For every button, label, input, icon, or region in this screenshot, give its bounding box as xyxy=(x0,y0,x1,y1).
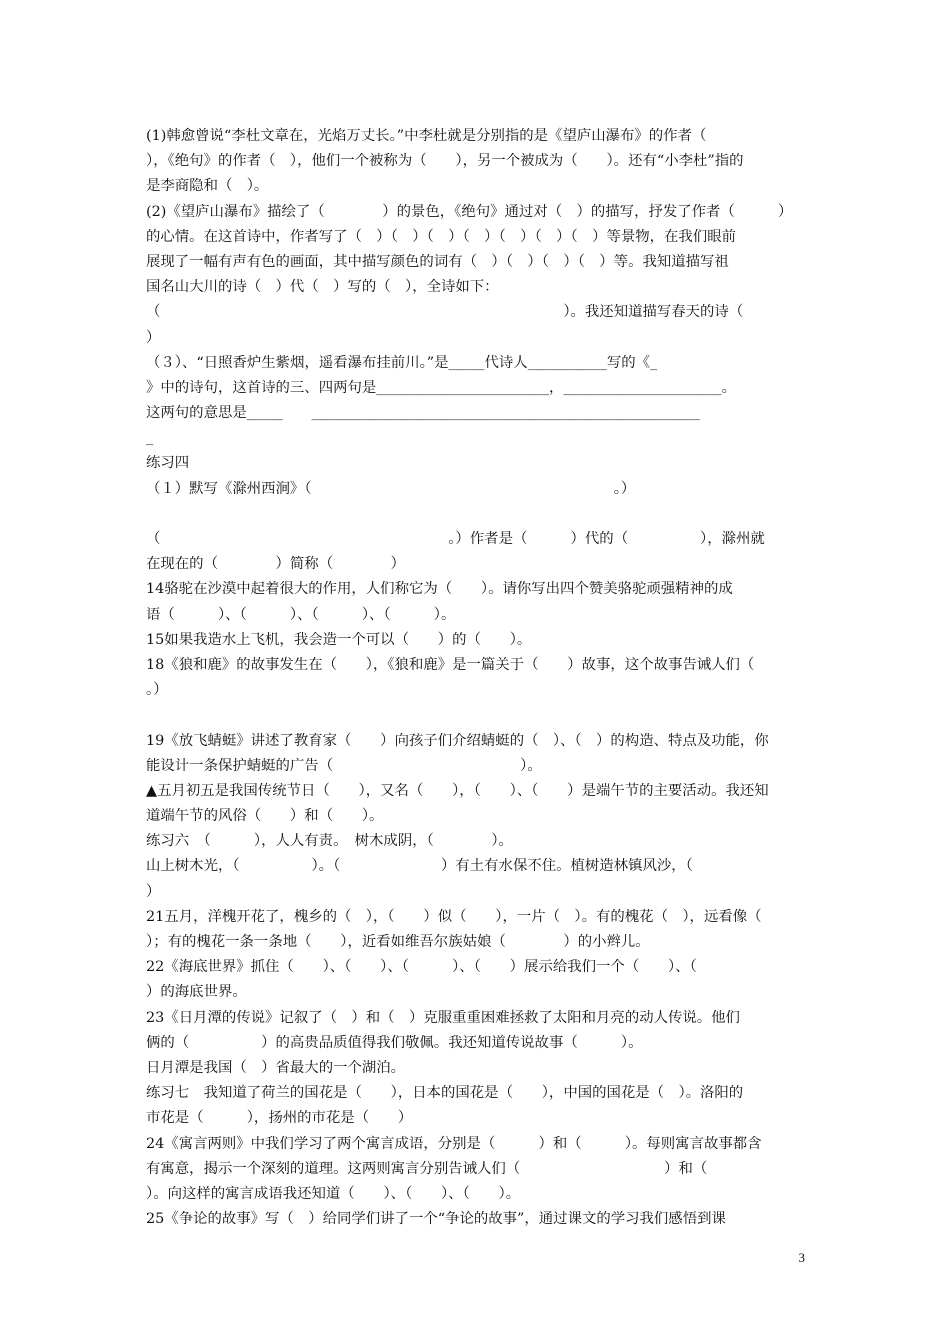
text-line: ）的海底世界。 xyxy=(146,984,247,1001)
document-body xyxy=(146,124,808,1232)
text-line: ） xyxy=(146,883,161,900)
text-line: 道端午节的风俗（ ）和（ ）。 xyxy=(146,808,384,825)
text-line: 的心情。在这首诗中，作者写了（ ）（ ）（ ）（ ）（ ）（ ）（ ）等景物，在我们眼前 xyxy=(146,228,736,245)
text-line: 25《争论的故事》写（ ）给同学们讲了一个“争论的故事”，通过课文的学习我们感悟到课 xyxy=(146,1211,726,1228)
text-line: 练习四 xyxy=(146,455,190,472)
text-line: ） xyxy=(146,329,161,346)
text-line: (2)《望庐山瀑布》描绘了（ ）的景色，《绝句》通过对（ ）的描写，抒发了作者（ ） xyxy=(146,203,793,220)
text-line: （１）默写《滁州西涧》（ 。） xyxy=(146,480,636,497)
text-line: 22《海底世界》抓住（ ）、（ ）、（ ）、（ ）展示给我们一个（ ）、（ xyxy=(146,959,697,976)
text-line: 在现在的（ ）简称（ ） xyxy=(146,556,406,573)
text-line: 练习六 （ ），人人有责。 树木成阴，（ ）。 xyxy=(146,833,513,850)
text-line: 国名山大川的诗（ ）代（ ）写的（ ），全诗如下： xyxy=(146,279,499,296)
text-line: ）。向这样的寓言成语我还知道（ ）、（ ）、（ ）。 xyxy=(146,1185,521,1202)
text-line: 练习七 我知道了荷兰的国花是（ ），日本的国花是（ ），中国的国花是（ ）。洛阳的 xyxy=(146,1085,744,1102)
text-line: （３）、“日照香炉生紫烟，遥看瀑布挂前川。”是_____代诗人___________写的《_ xyxy=(146,354,658,371)
text-line: 19《放飞蜻蜓》讲述了教育家（ ）向孩子们介绍蜻蜓的（ ）、（ ）的构造、特点及功能，你 xyxy=(146,732,769,749)
text-line: 市花是（ ），扬州的市花是（ ） xyxy=(146,1110,413,1127)
text-line: 山上树木光，（ ）。（ ）有土有水保不住。植树造林镇风沙，（ xyxy=(146,858,693,875)
text-line: 23《日月潭的传说》记叙了（ ）和（ ）克服重重困难拯救了太阳和月亮的动人传说。他们 xyxy=(146,1009,740,1026)
text-line: 21五月，洋槐开花了，槐乡的（ ），（ ）似（ ），一片（ ）。有的槐花（ ），远看像（ xyxy=(146,908,762,925)
text-line: 18《狼和鹿》的故事发生在（ ），《狼和鹿》是一篇关于（ ）故事，这个故事告诫人们（ xyxy=(146,656,755,673)
text-line: 24《寓言两则》中我们学习了两个寓言成语，分别是（ ）和（ ）。每则寓言故事都含 xyxy=(146,1135,762,1152)
text-line: ）；有的槐花一条一条地（ ），近看如维吾尔族姑娘（ ）的小辫儿。 xyxy=(146,934,650,950)
page-number: 3 xyxy=(798,1250,805,1265)
text-line: 有寓意，揭示一个深刻的道理。这两则寓言分别告诫人们（ ）和（ xyxy=(146,1160,708,1177)
text-line: （ ）。我还知道描写春天的诗（ xyxy=(146,304,744,321)
text-line: 15如果我造水上飞机，我会造一个可以（ ）的（ ）。 xyxy=(146,631,532,648)
text-line: 日月潭是我国（ ）省最大的一个湖泊。 xyxy=(146,1059,406,1076)
text-line: 展现了一幅有声有色的画面，其中描写颜色的词有（ ）（ ）（ ）（ ）等。我知道描写祖 xyxy=(146,253,729,270)
text-line: 14骆驼在沙漠中起着很大的作用，人们称它为（ ）。请你写出四个赞美骆驼顽强精神的成 xyxy=(146,581,733,598)
text-line: 这两句的意思是_____ ______________________________________________________ xyxy=(146,405,701,422)
text-line: ），《绝句》的作者（ ），他们一个被称为（ ），另一个被成为（ ）。还有“小李杜”指的 xyxy=(146,153,744,170)
text-line: 能设计一条保护蜻蜓的广告（ ）。 xyxy=(146,757,542,774)
text-line: 。） xyxy=(146,682,168,699)
text-line: （ 。）作者是（ ）代的（ ），滁州就 xyxy=(146,531,765,547)
text-line xyxy=(146,502,808,527)
text-line: 》中的诗句，这首诗的三、四两句是________________________，______________________。 xyxy=(146,379,737,396)
text-line: (1)韩愈曾说“李杜文章在，光焰万丈长。”中李杜就是分别指的是《望庐山瀑布》的作者（ xyxy=(146,128,707,144)
text-line: 俩的（ ）的高贵品质值得我们敬佩。我还知道传说故事（ ）。 xyxy=(146,1034,643,1051)
text-line: 是李商隐和（ ）。 xyxy=(146,178,269,195)
text-line xyxy=(146,703,808,728)
text-line: 语（ ）、（ ）、（ ）、（ ）。 xyxy=(146,606,456,623)
text-line: ▲五月初五是我国传统节日（ ），又名（ ），（ ）、（ ）是端午节的主要活动。我还知 xyxy=(146,782,769,799)
text-line: _ xyxy=(146,430,154,447)
